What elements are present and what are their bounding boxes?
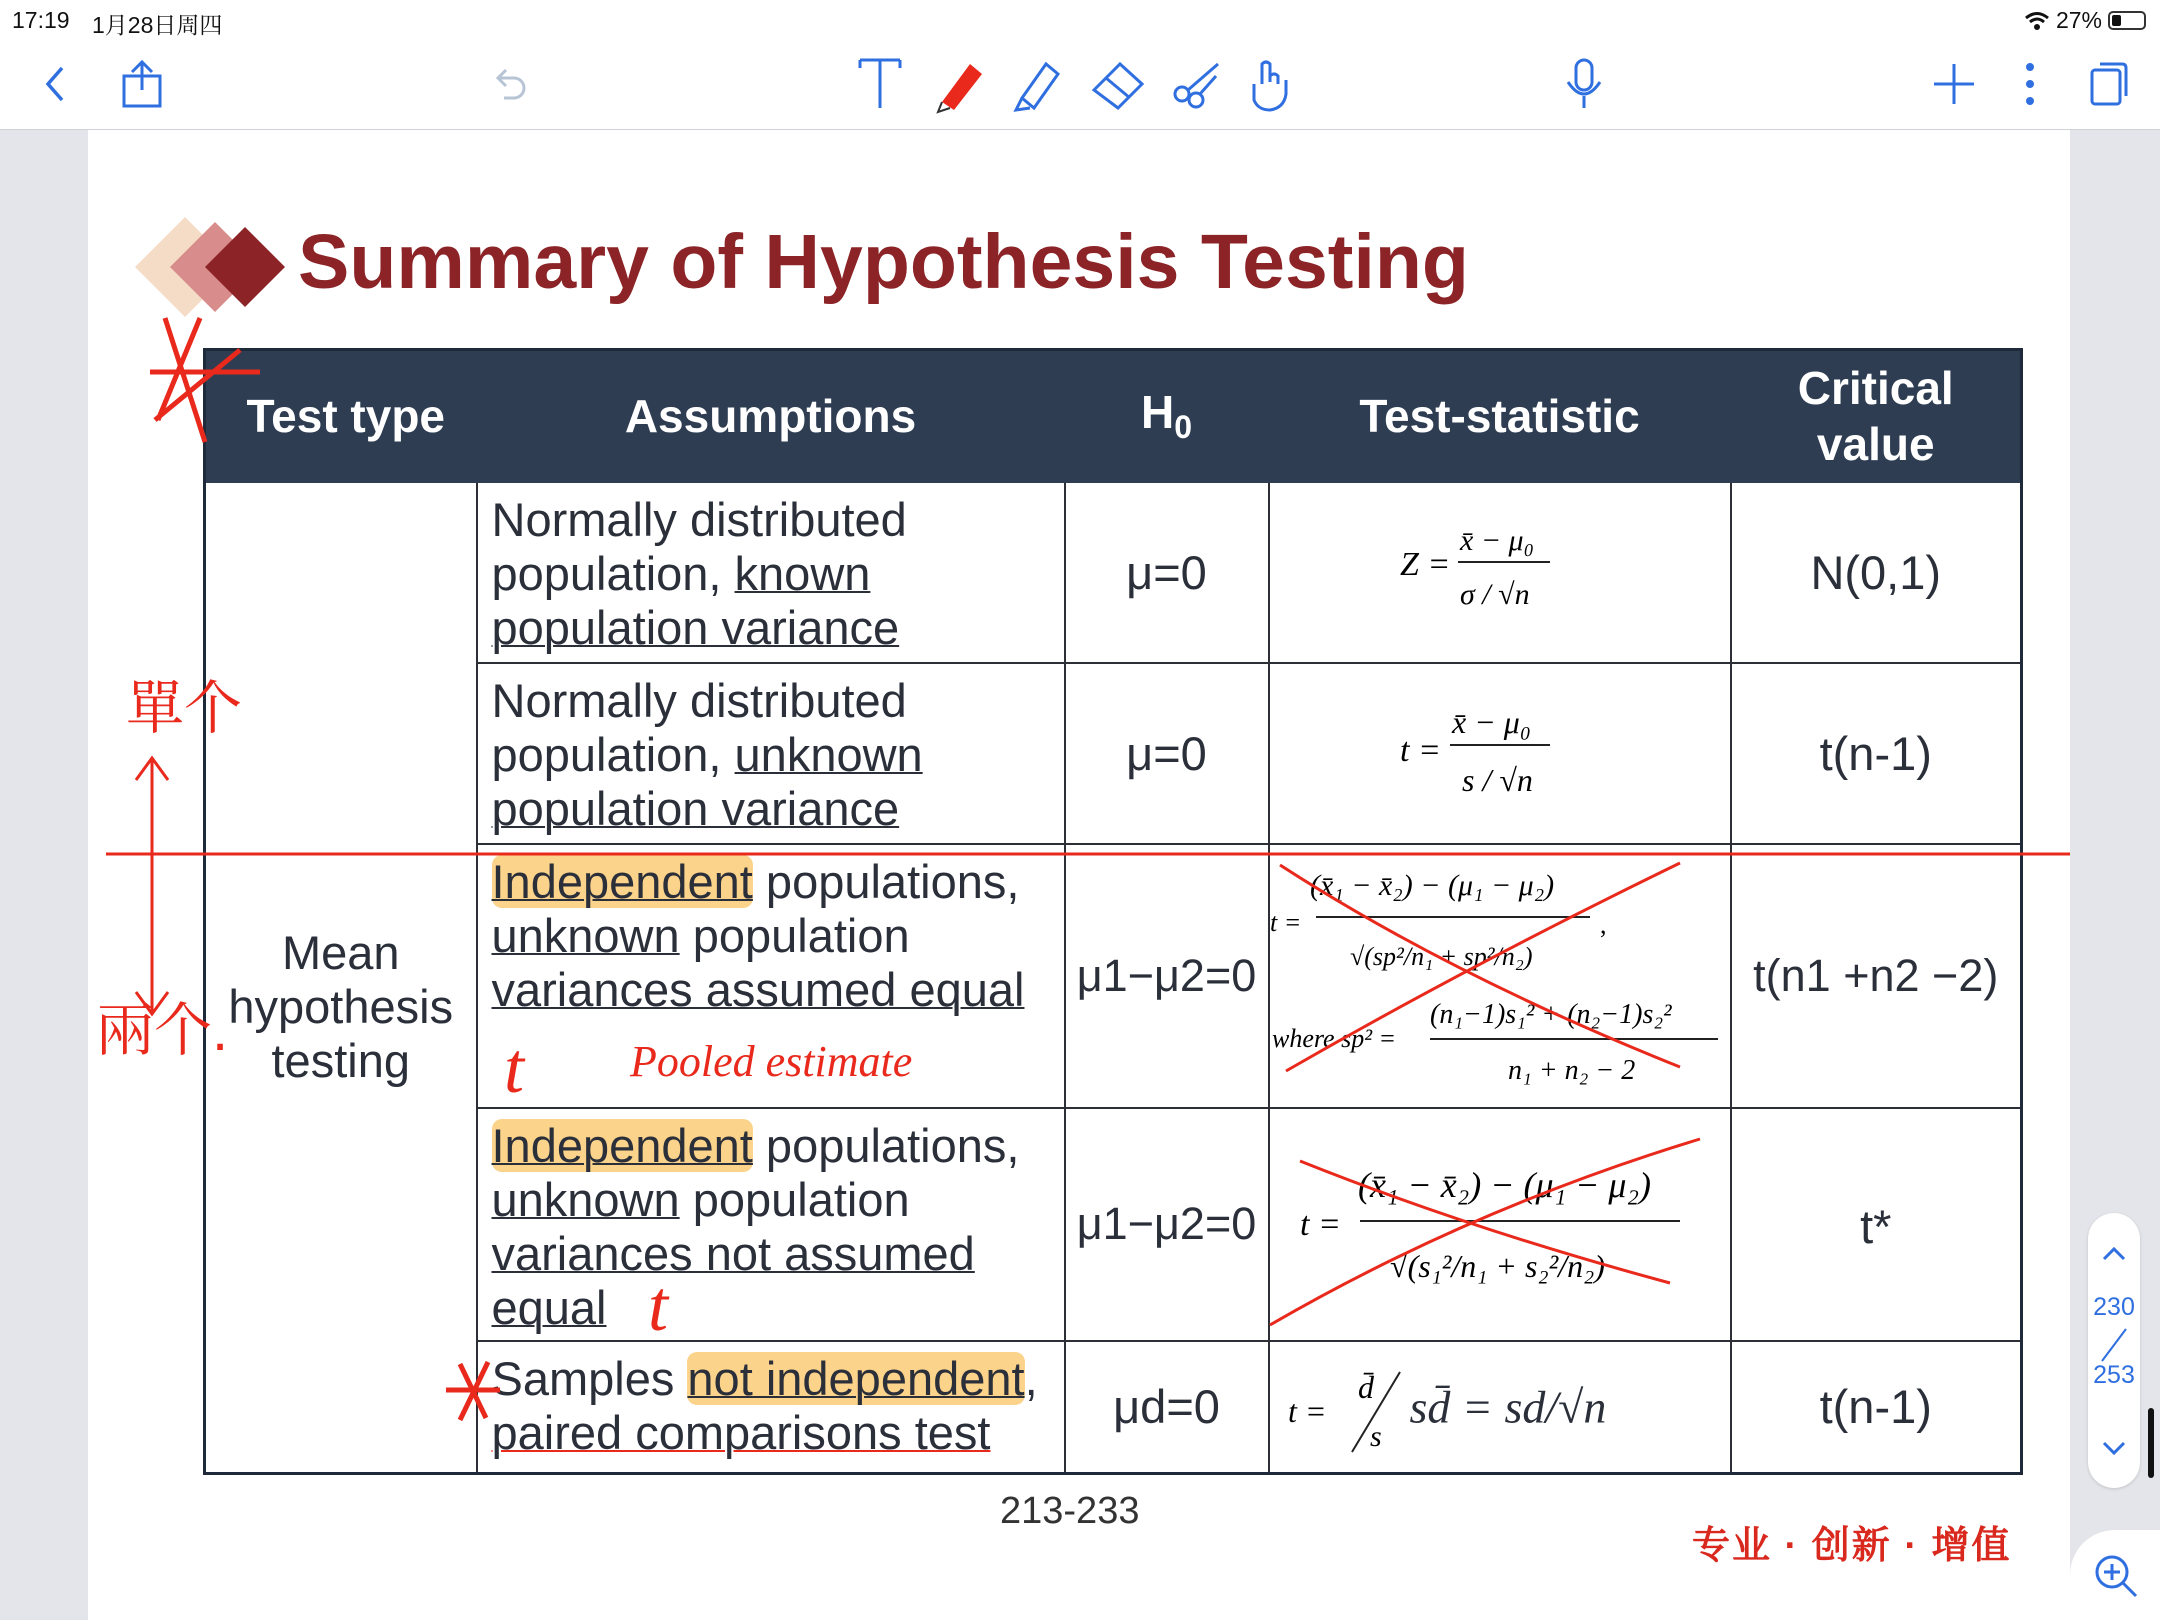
page-divider-icon xyxy=(2088,1325,2140,1365)
svg-text:x̄ − μ₀: x̄ − μ₀ xyxy=(1451,703,1531,740)
test-type-line: hypothesis xyxy=(228,980,454,1034)
page-navigator[interactable] xyxy=(2088,1213,2140,1488)
test-type-line: testing xyxy=(271,1034,410,1088)
table-row xyxy=(205,663,2022,844)
assumption-text: population xyxy=(679,908,910,962)
wifi-icon xyxy=(2024,11,2050,31)
assumption-text: equal xyxy=(491,1280,607,1334)
header-critical-line1: Critical xyxy=(1797,361,1954,414)
scroll-indicator[interactable] xyxy=(2148,1408,2154,1478)
assumption-text: paired comparisons test xyxy=(491,1405,991,1459)
current-page: 230 xyxy=(2093,1293,2135,1321)
formula-t xyxy=(1269,663,1731,844)
svg-text:s / √n: s / √n xyxy=(1461,761,1533,798)
h0-cell: μ1−μ2=0 xyxy=(1065,844,1269,1108)
header-h0 xyxy=(1065,350,1269,482)
assumption-text: unknown xyxy=(491,1172,680,1226)
formula-paired xyxy=(1269,1341,1731,1474)
svg-text:t =: t = xyxy=(1399,731,1441,769)
text-tool-icon[interactable] xyxy=(850,54,910,114)
assumption-text: , xyxy=(1024,1351,1038,1405)
status-date: 1月28日周四 xyxy=(92,12,223,38)
critical-value-cell: t(n-1) xyxy=(1731,1341,2022,1474)
more-icon[interactable] xyxy=(2000,54,2060,114)
assumption-text: variances assumed equal xyxy=(491,962,1025,1016)
title-diamonds-icon xyxy=(140,212,290,322)
svg-text:where sp² =: where sp² = xyxy=(1271,1024,1396,1053)
table-row xyxy=(205,1341,2022,1474)
assumption-cell xyxy=(477,482,1065,663)
assumption-text: unknown xyxy=(491,908,680,962)
header-h0-label: H xyxy=(1140,386,1175,439)
sd-formula: sd̄ = sd/√n xyxy=(1409,1381,1607,1433)
assumption-text: population xyxy=(679,1172,910,1226)
header-critical-value xyxy=(1731,350,2022,482)
assumption-text: Normally distributed xyxy=(491,492,907,546)
header-h0-sub: 0 xyxy=(1174,409,1193,446)
assumption-text: variances not assumed xyxy=(491,1226,975,1280)
assumption-text: population variance xyxy=(491,600,900,654)
svg-text:x̄ − μ₀: x̄ − μ₀ xyxy=(1459,523,1534,557)
assumption-cell xyxy=(477,1341,1065,1474)
assumption-text: populations, xyxy=(752,1118,1020,1172)
page-down-icon[interactable] xyxy=(2088,1423,2140,1473)
ink-t-label: t xyxy=(648,1266,669,1346)
assumption-text: Samples xyxy=(491,1351,688,1405)
ink-t-label: t xyxy=(504,1028,525,1108)
svg-text:(x̄₁ − x̄₂) − (μ₁ − μ₂): (x̄₁ − x̄₂) − (μ₁ − μ₂) xyxy=(1357,1164,1651,1205)
svg-text:t =: t = xyxy=(1299,1205,1341,1243)
page-up-icon[interactable] xyxy=(2088,1229,2140,1279)
pooled-formula-graphic xyxy=(1270,845,1725,1095)
assumption-text: unknown xyxy=(734,727,923,781)
assumption-text: population, xyxy=(491,727,735,781)
svg-text:,: , xyxy=(1599,910,1606,939)
highlighted-text: Independent xyxy=(491,854,753,908)
header-row xyxy=(205,350,2022,482)
t-formula-graphic xyxy=(1400,693,1600,803)
svg-text:d̄: d̄ xyxy=(1357,1368,1374,1405)
test-type-cell xyxy=(205,482,477,1474)
scissors-tool-icon[interactable] xyxy=(1168,54,1228,114)
header-test-type: Test type xyxy=(205,350,477,482)
microphone-icon[interactable] xyxy=(1554,54,1614,114)
svg-text:(n₁−1)s₁² + (n₂−1)s₂²: (n₁−1)s₁² + (n₂−1)s₂² xyxy=(1429,999,1671,1030)
critical-value-cell: t* xyxy=(1731,1108,2022,1341)
add-icon[interactable] xyxy=(1924,54,1984,114)
header-assumptions: Assumptions xyxy=(477,350,1065,482)
svg-text:n₁ + n₂ − 2: n₁ + n₂ − 2 xyxy=(1507,1055,1635,1086)
status-bar xyxy=(0,0,2160,40)
ink-pooled-label: Pooled estimate xyxy=(630,1037,913,1086)
assumption-cell xyxy=(477,663,1065,844)
assumption-cell xyxy=(477,1108,1065,1341)
h0-cell: μ1−μ2=0 xyxy=(1065,1108,1269,1341)
h0-cell: μ=0 xyxy=(1065,663,1269,844)
pages-icon[interactable] xyxy=(2078,54,2138,114)
header-critical-line2: value xyxy=(1816,417,1935,470)
assumption-cell xyxy=(477,844,1065,1108)
critical-value-cell: N(0,1) xyxy=(1731,482,2022,663)
assumption-text: population variance xyxy=(491,781,900,835)
pen-tool-icon[interactable] xyxy=(930,54,990,114)
test-type-line: Mean xyxy=(281,926,400,980)
ink-single-label: 單个 xyxy=(126,676,243,741)
total-pages: 253 xyxy=(2093,1361,2135,1389)
svg-text:√(sp²/n₁ + sp²/n₂): √(sp²/n₁ + sp²/n₂) xyxy=(1349,942,1532,971)
table-row xyxy=(205,482,2022,663)
summary-table xyxy=(203,348,2023,1475)
toolbar xyxy=(0,40,2160,130)
eraser-tool-icon[interactable] xyxy=(1088,54,1148,114)
formula-z xyxy=(1269,482,1731,663)
svg-text:s: s xyxy=(1369,1419,1382,1453)
formula-unequal xyxy=(1269,1108,1731,1341)
h0-cell: μd=0 xyxy=(1065,1341,1269,1474)
undo-icon[interactable] xyxy=(480,54,540,114)
assumption-text: Normally distributed xyxy=(491,673,907,727)
critical-value-cell: t(n-1) xyxy=(1731,663,2022,844)
share-icon[interactable] xyxy=(112,54,172,114)
assumption-text: population, xyxy=(491,546,735,600)
svg-text:σ / √n: σ / √n xyxy=(1459,577,1530,611)
svg-text:√(s₁²/n₁ + s₂²/n₂): √(s₁²/n₁ + s₂²/n₂) xyxy=(1389,1247,1605,1284)
paired-formula-graphic xyxy=(1270,1352,1410,1462)
brand-slogan: 专业 · 创新 · 增值 xyxy=(1692,1525,2012,1567)
assumption-text: known xyxy=(734,546,871,600)
critical-value-cell: t(n1 +n2 −2) xyxy=(1731,844,2022,1108)
page-title: Summary of Hypothesis Testing xyxy=(298,219,1469,305)
svg-text:t =: t = xyxy=(1269,908,1301,937)
highlighter-tool-icon[interactable] xyxy=(1008,54,1068,114)
slide-page-number: 213-233 xyxy=(1000,1490,1140,1532)
highlighted-text: Independent xyxy=(491,1118,753,1172)
battery-icon xyxy=(2108,11,2146,30)
svg-text:Z =: Z = xyxy=(1399,545,1450,583)
back-icon[interactable] xyxy=(24,54,84,114)
z-formula-graphic xyxy=(1400,512,1600,622)
header-test-statistic: Test-statistic xyxy=(1269,350,1731,482)
svg-text:t =: t = xyxy=(1287,1392,1326,1429)
zoom-button[interactable] xyxy=(2070,1530,2160,1620)
zoom-in-icon[interactable] xyxy=(2092,1552,2142,1602)
ink-double-label: 兩个. xyxy=(96,998,229,1063)
h0-cell: μ=0 xyxy=(1065,482,1269,663)
table-row xyxy=(205,1108,2022,1341)
battery-percent: 27% xyxy=(2055,7,2102,33)
highlighted-text: not independent xyxy=(687,1351,1025,1405)
assumption-text: populations, xyxy=(752,854,1020,908)
unequal-formula-graphic xyxy=(1270,1109,1725,1329)
svg-text:(x̄₁ − x̄₂) − (μ₁ − μ₂): (x̄₁ − x̄₂) − (μ₁ − μ₂) xyxy=(1309,869,1554,902)
status-time: 17:19 xyxy=(12,7,70,33)
table-row xyxy=(205,844,2022,1108)
formula-pooled xyxy=(1269,844,1731,1108)
hand-tool-icon[interactable] xyxy=(1240,54,1300,114)
